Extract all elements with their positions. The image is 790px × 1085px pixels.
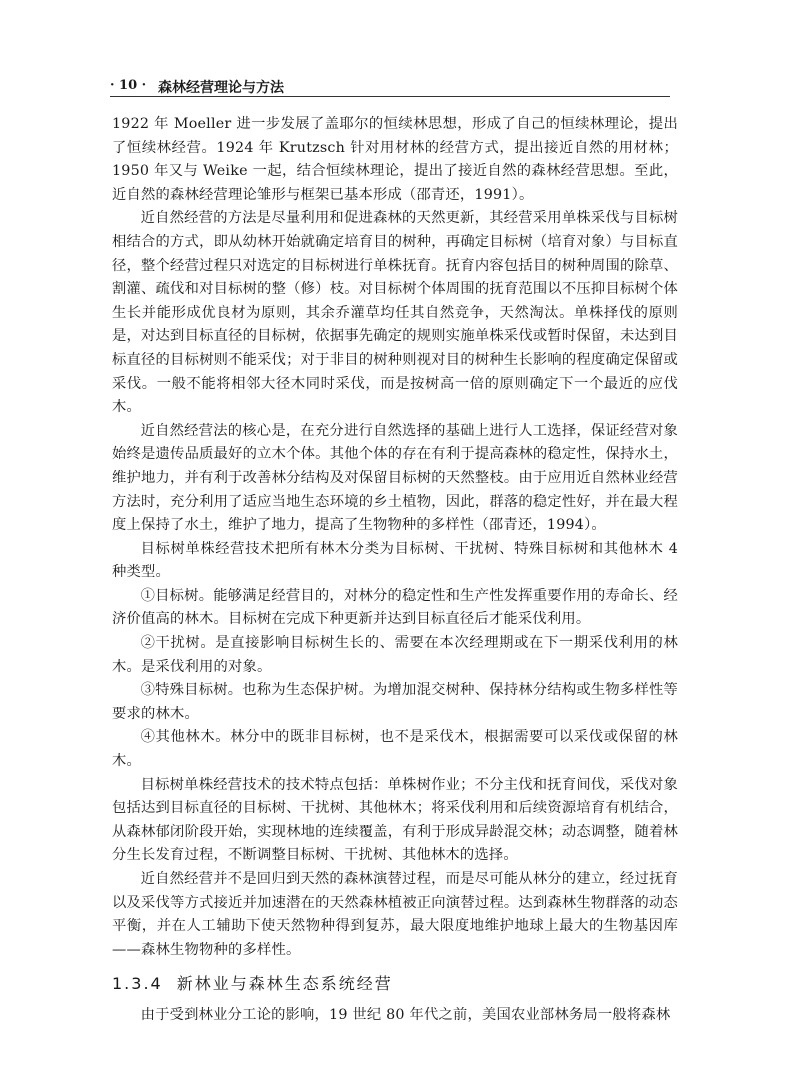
paragraph-last: 由于受到林业分工论的影响，19 世纪 80 年代之前，美国农业部林务局一般将森林 [140,1007,671,1024]
page-body [112,113,678,1028]
header-rule [110,96,670,97]
list-item-other-tree: ④其他林木。林分中的既非目标树，也不是采伐木，根据需要可以采伐或保留的林木。 [112,729,678,770]
section-heading [112,972,678,996]
list-item-special-tree: ③特殊目标树。也称为生态保护树。为增加混交树种、保持林分结构或生物多样性等要求的林木。 [112,682,678,722]
section-number: 1.3.4 [112,974,163,994]
paragraph-2: 近自然经营的方法是尽量利用和促进森林的天然更新，其经营采用单株采伐与目标树相结合的方式，即从幼林开始就确定培育目的树种，再确定目标树（培育对象）与目标直径，整个经营过程只对选定的目标树进行单株抚育。抚育内容包括目的树种周围的除草、割灌、疏伐和对目标树的整（修）枝。对目标树个体周围的抚育范围以不压抑目标树个体生长并能形成优良材为原则，其余乔灌草均任其自然竞争，天然淘汰。单株择伐的原则是，对达到目标直径的目标树，依据事先确定的规则实施单株采伐或暂时保留，未达到目标直径的目标树则不能采伐；对于非目的树种则视对目的树种生长影响的程度确定保留或采伐。一般不能将相邻大径木同时采伐，而是按树高一倍的原则确定下一个最近的应伐木。 [112,210,678,416]
running-header [110,74,670,96]
paragraph-4: 目标树单株经营技术把所有林木分类为目标树、干扰树、特殊目标树和其他林木 4 种类型。 [112,540,678,581]
paragraph-9: 目标树单株经营技术的技术特点包括：单株树作业；不分主伐和抚育间伐，采伐对象包括达到目标直径的目标树、干扰树、其他林木；将采伐利用和后续资源培育有机结合，从森林郁闭阶段开始，实现林地的连续覆盖，有利于形成异龄混交林；动态调整，随着林分生长发育过程，不断调整目标树、干扰树、其他林木的选择。 [112,776,678,864]
page-number: · 10 · [110,78,147,93]
list-item-interfering-tree: ②干扰树。是直接影响目标树生长的、需要在本次经理期或在下一期采伐利用的林木。是采伐利用的对象。 [112,635,678,675]
paragraph-1: 1922 年 Moeller 进一步发展了盖耶尔的恒续林思想，形成了自己的恒续林理论，提出了恒续林经营。1924 年 Krutzsch 针对用材林的经营方式，提出接近自然的用材林；1950 年又与 Weike 一起，结合恒续林理论，提出了接近自然的森林经营思想。至此，近自然的森林经营理论雏形与框架已基本形成（邵青还，1991）。 [112,116,678,203]
paragraph-10: 近自然经营并不是回归到天然的森林演替过程，而是尽可能从林分的建立，经过抚育以及采伐等方式接近并加速潜在的天然森林植被正向演替过程。达到森林生物群落的动态平衡，并在人工辅助下使天然物种得到复苏，最大限度地维护地球上最大的生物基因库——森林生物物种的多样性。 [112,871,678,958]
section-title: 新林业与森林生态系统经营 [176,974,393,994]
book-title: 森林经营理论与方法 [158,80,284,96]
list-item-target-tree: ①目标树。能够满足经营目的，对林分的稳定性和生产性发挥重要作用的寿命长、经济价值高的林木。目标树在完成下种更新并达到目标直径后才能采伐利用。 [112,587,678,628]
paragraph-3: 近自然经营法的核心是，在充分进行自然选择的基础上进行人工选择，保证经营对象始终是遗传品质最好的立木个体。其他个体的存在有利于提高森林的稳定性，保持水土，维护地力，并有利于改善林分结构及对保留目标树的天然整枝。由于应用近自然林业经营方法时，充分利用了适应当地生态环境的乡土植物，因此，群落的稳定性好，并在最大程度上保持了水土，维护了地力，提高了生物物种的多样性（邵青还，1994）。 [112,422,678,534]
